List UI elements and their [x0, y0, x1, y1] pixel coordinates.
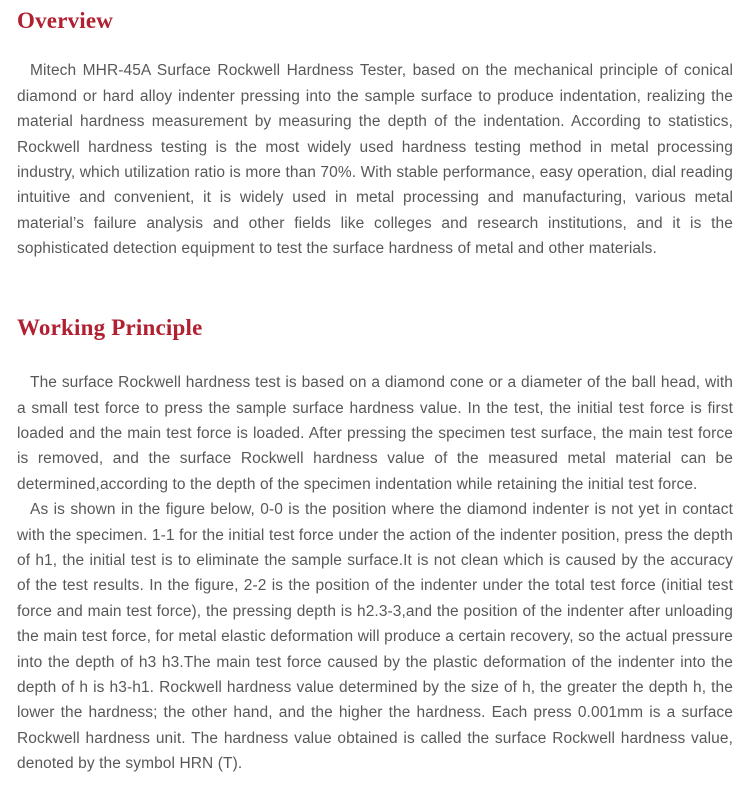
working-principle-paragraph-1: The surface Rockwell hardness test is based on a diamond cone or a diameter of the ball head, with a small test force to press the sample surface hardness value. In the test, the initial test force is first loaded and the main test force is loaded. After pressing the specimen test surface, the main test force is removed, and the surface Rockwell hardness value of the measured metal material can be determined,according to the depth of the specimen indentation while retaining the initial test force.: [17, 374, 733, 493]
working-principle-heading: Working Principle: [17, 314, 203, 340]
working-principle-paragraph-2: As is shown in the figure below, 0-0 is the position where the diamond indenter is not yet in contact with the specimen. 1-1 for the initial test force under the action of the indenter position, press the depth of h1, the initial test is to eliminate the sample surface.It is not clean which is caused by the accuracy of the test results. In the figure, 2-2 is the position of the indenter under the total test force (initial test force and main test force), the pressing depth is h2.3-3,and the position of the indenter after unloading the main test force, for metal elastic deformation will produce a certain recovery, so the actual pressure into the depth of h3 h3.The main test force caused by the plastic deformation of the indenter into the depth of h is h3-h1. Rockwell hardness value determined by the size of h, the greater the depth h, the lower the hardness; the other hand, and the higher the hardness. Each press 0.001mm is a surface Rockwell hardness unit. The hardness value obtained is called the surface Rockwell hardness value, denoted by the symbol HRN (T).: [17, 501, 733, 773]
overview-heading: Overview: [17, 8, 114, 33]
section-overview: [17, 8, 733, 262]
overview-paragraph: Mitech MHR-45A Surface Rockwell Hardness Tester, based on the mechanical principle of conical diamond or hard alloy indenter pressing into the sample surface to produce indentation, realizing the material hardness measurement by measuring the depth of the indentation. According to statistics, Rockwell hardness testing is the most widely used hardness testing method in metal processing industry, which utilization ratio is more than 70%. With stable performance, easy operation, dial reading intuitive and convenient, it is widely used in metal processing and manufacturing, various metal material’s failure analysis and other fields like colleges and research institutions, and it is the sophisticated detection equipment to test the surface hardness of metal and other materials.: [17, 62, 733, 258]
section-working-principle: [17, 315, 733, 777]
